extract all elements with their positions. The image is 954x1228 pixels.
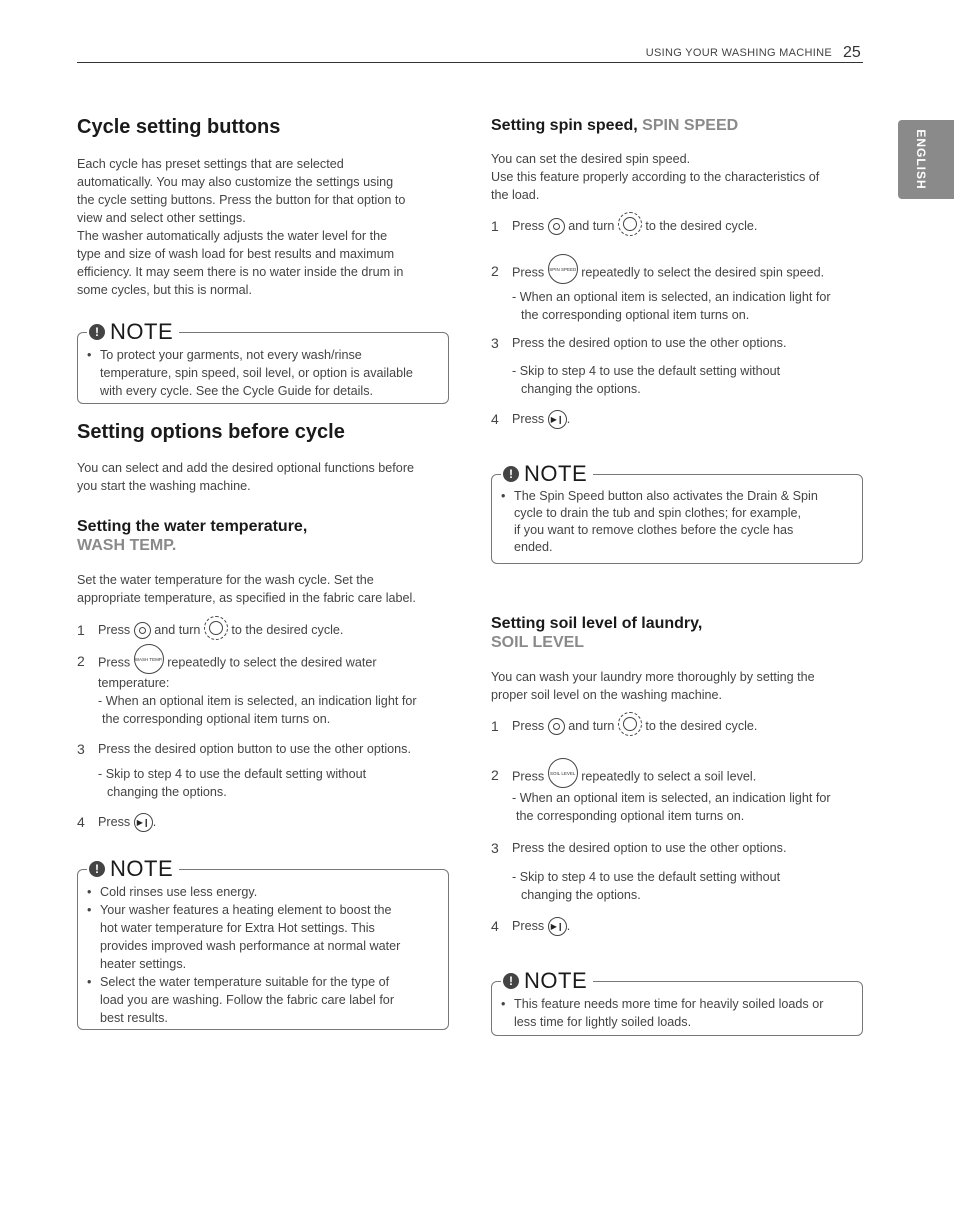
text-line: - When an optional item is selected, an indication light for: [512, 791, 831, 805]
water-temp-paragraph: [77, 571, 416, 607]
heading-text: Setting spin speed,: [491, 117, 638, 134]
spin-speed-button-icon: SPIN SPEED: [548, 254, 578, 284]
start-pause-icon: ▶❙: [548, 410, 567, 429]
note-item: • To protect your garments, not every wash/rinse temperature, spin speed, soil level, or option is available with every cycle. See the Cycle Guide for details.: [87, 346, 440, 400]
power-icon: [134, 622, 151, 639]
step-number: 2: [491, 767, 499, 783]
text-line: the corresponding optional item turns on.: [521, 308, 750, 322]
step-4: [77, 813, 449, 833]
note-box: [77, 319, 449, 404]
step-2: [491, 262, 863, 282]
step-text: Press SOIL LEVEL repeatedly to select a soil level.: [512, 766, 862, 788]
step-number: 3: [491, 335, 499, 351]
spin-speed-paragraph: [491, 150, 819, 204]
page-number: 25: [843, 44, 861, 61]
note-item: • The Spin Speed button also activates the Drain & Spin cycle to drain the tub and spin clothes; for example, if you want to remove clothes before the cycle has ended.: [501, 488, 854, 556]
spin-speed-heading: [491, 116, 738, 135]
power-icon: [548, 218, 565, 235]
cycle-dial-icon: [618, 212, 642, 236]
note-box: [77, 856, 449, 1030]
text-line: - Skip to step 4 to use the default setting without: [512, 870, 781, 884]
step-1: [491, 717, 863, 737]
step-3: [491, 334, 863, 354]
wash-temp-button-icon: WASH TEMP.: [134, 644, 164, 674]
note-item: • This feature needs more time for heavily soiled loads or less time for lightly soiled loads.: [501, 995, 854, 1031]
running-header: USING YOUR WASHING MACHINE: [645, 47, 832, 59]
text-line: You can set the desired spin speed.: [491, 152, 691, 166]
text-line: the cycle setting buttons. Press the button for that option to: [77, 193, 406, 207]
exclamation-icon: !: [503, 466, 519, 482]
text-line: changing the options.: [107, 785, 227, 799]
note-label: NOTE: [524, 968, 588, 993]
note-list: [501, 488, 854, 556]
step-text: Press the desired option button to use the other options.: [98, 742, 411, 756]
setting-options-title: Setting options before cycle: [77, 421, 345, 443]
step-3-note: [512, 868, 780, 904]
step-text: Press ▶❙ .: [512, 917, 862, 936]
text-line: - Skip to step 4 to use the default setting without: [98, 767, 367, 781]
note-label: NOTE: [110, 856, 174, 881]
exclamation-icon: !: [503, 973, 519, 989]
language-tab: [898, 120, 954, 199]
step-number: 1: [491, 718, 499, 734]
exclamation-icon: !: [89, 861, 105, 877]
step-number: 4: [491, 411, 499, 427]
step-number: 1: [491, 218, 499, 234]
step-2: [77, 652, 449, 692]
text-line: the load.: [491, 188, 540, 202]
step-text: Press WASH TEMP. repeatedly to select the desired water temperature:: [98, 652, 448, 692]
setting-options-paragraph: [77, 459, 414, 495]
note-label: NOTE: [524, 461, 588, 486]
soil-level-button-icon: SOIL LEVEL: [548, 758, 578, 788]
note-label: NOTE: [110, 319, 174, 344]
text-line: - Skip to step 4 to use the default setting without: [512, 364, 781, 378]
cycle-setting-title: Cycle setting buttons: [77, 116, 281, 138]
step-text: Press the desired option to use the other options.: [512, 336, 787, 350]
note-heading: [501, 461, 593, 487]
text-line: the corresponding optional item turns on.: [516, 809, 745, 823]
exclamation-icon: !: [89, 324, 105, 340]
cycle-dial-icon: [204, 616, 228, 640]
text-line: changing the options.: [521, 382, 641, 396]
note-heading: [87, 856, 179, 882]
text-line: Set the water temperature for the wash cycle. Set the: [77, 573, 374, 587]
step-1: [491, 217, 863, 237]
text-line: You can select and add the desired optional functions before: [77, 461, 415, 475]
cycle-dial-icon: [618, 712, 642, 736]
step-text: Press and turn to the desired cycle.: [98, 621, 448, 640]
step-1: [77, 621, 449, 641]
text-line: view and select other settings.: [77, 211, 246, 225]
text-line: some cycles, but this is normal.: [77, 283, 252, 297]
note-list: [87, 346, 440, 400]
step-2-note: [512, 789, 831, 825]
step-text: Press ▶❙ .: [512, 410, 862, 429]
step-2: [491, 766, 863, 786]
text-line: The washer automatically adjusts the water level for the: [77, 229, 388, 243]
text-line: - When an optional item is selected, an indication light for: [512, 290, 831, 304]
text-line: automatically. You may also customize the settings using: [77, 175, 394, 189]
step-3-note: [98, 765, 366, 801]
text-line: Use this feature properly according to the characteristics of: [491, 170, 820, 184]
note-item: • Your washer features a heating element to boost the hot water temperature for Extra Hot settings. This provides improved wash performance at normal water heater settings.: [87, 901, 440, 973]
step-text: Press ▶❙ .: [98, 813, 448, 832]
note-box: [491, 968, 863, 1036]
cycle-setting-paragraph: [77, 155, 405, 299]
soil-level-paragraph: [491, 668, 815, 704]
text-line: Each cycle has preset settings that are selected: [77, 157, 344, 171]
step-number: 4: [491, 918, 499, 934]
note-box: [491, 461, 863, 564]
step-4: [491, 917, 863, 937]
heading-gray-text: WASH TEMP.: [77, 537, 177, 554]
note-list: [87, 883, 440, 1027]
step-number: 3: [77, 741, 85, 757]
note-item: • Cold rinses use less energy.: [87, 883, 440, 901]
step-4: [491, 410, 863, 430]
heading-text: Setting soil level of laundry,: [491, 615, 703, 632]
soil-level-heading: [491, 614, 702, 652]
note-item: • Select the water temperature suitable for the type of load you are washing. Follow the fabric care label for best results.: [87, 973, 440, 1027]
language-tab-label: ENGLISH: [914, 129, 928, 190]
start-pause-icon: ▶❙: [548, 917, 567, 936]
text-line: - When an optional item is selected, an indication light for: [98, 694, 417, 708]
step-text: Press the desired option to use the other options.: [512, 841, 787, 855]
step-text: Press and turn to the desired cycle.: [512, 717, 862, 736]
text-line: type and size of wash load for best results and maximum: [77, 247, 395, 261]
heading-gray-text: SPIN SPEED: [642, 117, 739, 134]
step-text: Press and turn to the desired cycle.: [512, 217, 862, 236]
step-2-note: [512, 288, 831, 324]
heading-gray-text: SOIL LEVEL: [491, 634, 585, 651]
step-number: 4: [77, 814, 85, 830]
text-line: appropriate temperature, as specified in the fabric care label.: [77, 591, 416, 605]
text-line: the corresponding optional item turns on.: [102, 712, 331, 726]
text-line: you start the washing machine.: [77, 479, 251, 493]
header-rule: [77, 62, 863, 63]
note-heading: [501, 968, 593, 994]
step-3: [491, 839, 863, 859]
heading-text: Setting the water temperature,: [77, 518, 308, 535]
step-3-note: [512, 362, 780, 398]
step-2-note: [98, 692, 417, 728]
text-line: proper soil level on the washing machine.: [491, 688, 723, 702]
water-temp-heading: [77, 517, 307, 555]
step-number: 3: [491, 840, 499, 856]
power-icon: [548, 718, 565, 735]
text-line: efficiency. It may seem there is no water inside the drum in: [77, 265, 404, 279]
step-text: Press SPIN SPEED repeatedly to select the desired spin speed.: [512, 262, 862, 284]
text-line: changing the options.: [521, 888, 641, 902]
step-3: [77, 740, 449, 760]
start-pause-icon: ▶❙: [134, 813, 153, 832]
text-line: You can wash your laundry more thoroughly by setting the: [491, 670, 815, 684]
step-number: 2: [491, 263, 499, 279]
step-number: 2: [77, 653, 85, 669]
note-heading: [87, 319, 179, 345]
note-list: [501, 995, 854, 1031]
step-number: 1: [77, 622, 85, 638]
